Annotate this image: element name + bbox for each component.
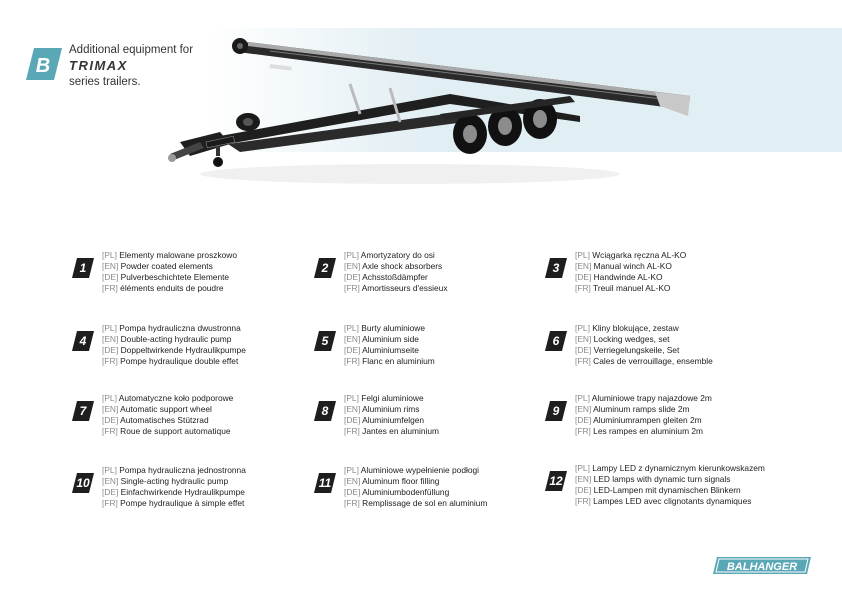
equipment-item	[72, 465, 312, 513]
item-lines: [PL] Elementy malowane proszkowo [EN] Powder coated elements [DE] Pulverbeschichtete Elemente [FR] éléments enduits de poudre	[102, 250, 238, 293]
equipment-item	[314, 393, 554, 441]
item-fr: éléments enduits de poudre	[120, 283, 224, 293]
item-fr: Remplissage de sol en aluminium	[362, 498, 488, 508]
item-pl: Kliny blokujące, zestaw	[592, 323, 679, 333]
equipment-item	[545, 463, 835, 511]
item-lines: [PL] Aluminiowe wypełnienie podłogi [EN] Aluminum floor filling [DE] Aluminiumbodenfüllung [FR] Remplissage de sol en aluminium	[344, 465, 488, 508]
equipment-item	[72, 323, 312, 371]
item-en: Aluminum floor filling	[362, 476, 440, 486]
item-pl: Amortyzatory do osi	[360, 250, 435, 260]
logo-letter: B	[35, 55, 51, 77]
item-lines: [PL] Amortyzatory do osi [EN] Axle shock absorbers [DE] Achsstoßdämpfer [FR] Amortisseurs d'essieux	[344, 250, 448, 293]
item-fr: Roue de support automatique	[120, 426, 231, 436]
item-de: Aluminiumseite	[362, 345, 419, 355]
number-badge: 1	[72, 258, 94, 278]
item-de: Doppeltwirkende Hydraulikpumpe	[120, 345, 246, 355]
item-pl: Aluminiowe wypełnienie podłogi	[360, 465, 480, 475]
item-en: Aluminium side	[362, 334, 419, 344]
item-de: Achsstoßdämpfer	[362, 272, 428, 282]
item-de: LED-Lampen mit dynamischen Blinkern	[593, 485, 741, 495]
equipment-item	[314, 250, 554, 298]
item-lines: [PL] Felgi aluminiowe [EN] Aluminium rims [DE] Aluminiumfelgen [FR] Jantes en aluminium	[344, 393, 439, 436]
item-en: Manual winch AL-KO	[593, 261, 672, 271]
item-de: Verriegelungskeile, Set	[593, 345, 680, 355]
item-fr: Cales de verrouillage, ensemble	[593, 356, 713, 366]
item-de: Einfachwirkende Hydraulikpumpe	[120, 487, 245, 497]
item-pl: Elementy malowane proszkowo	[119, 250, 238, 260]
number-badge: 11	[314, 473, 336, 493]
number-badge: 3	[545, 258, 567, 278]
item-pl: Felgi aluminiowe	[361, 393, 424, 403]
balhanger-logo	[713, 557, 811, 574]
item-en: Axle shock absorbers	[362, 261, 443, 271]
equipment-item	[72, 250, 312, 298]
equipment-item	[545, 250, 785, 298]
equipment-item	[314, 465, 554, 513]
item-lines: [PL] Automatyczne koło podporowe [EN] Automatic support wheel [DE] Automatisches Stützrad [FR] Roue de support automatique	[102, 393, 234, 436]
item-lines: [PL] Burty aluminiowe [EN] Aluminium side [DE] Aluminiumseite [FR] Flanc en aluminium	[344, 323, 435, 366]
intro-line3: series trailers.	[69, 76, 141, 88]
item-fr: Jantes en aluminium	[362, 426, 439, 436]
number-badge: 8	[314, 401, 336, 421]
item-de: Pulverbeschichtete Elemente	[120, 272, 230, 282]
equipment-item	[314, 323, 554, 371]
footer-brand: BALHANGER	[726, 561, 798, 573]
number-badge: 6	[545, 331, 567, 351]
item-de: Aluminiumrampen gleiten 2m	[593, 415, 702, 425]
item-fr: Amortisseurs d'essieux	[361, 283, 448, 293]
item-de: Automatisches Stützrad	[120, 415, 209, 425]
item-lines: [PL] Wciągarka ręczna AL-KO [EN] Manual winch AL-KO [DE] Handwinde AL-KO [FR] Treuil manuel AL-KO	[575, 250, 687, 293]
item-pl: Automatyczne koło podporowe	[118, 393, 234, 403]
item-en: Aluminium rims	[362, 404, 420, 414]
item-lines: [PL] Kliny blokujące, zestaw [EN] Locking wedges, set [DE] Verriegelungskeile, Set [FR] Cales de verrouillage, ensemble	[575, 323, 713, 366]
intro-line1: Additional equipment for	[69, 44, 194, 56]
equipment-item	[545, 323, 785, 371]
item-en: Aluminum ramps slide 2m	[593, 404, 690, 414]
item-de: Handwinde AL-KO	[593, 272, 663, 282]
item-lines: [PL] Pompa hydrauliczna jednostronna [EN] Single-acting hydraulic pump [DE] Einfachwirkende Hydraulikpumpe [FR] Pompe hydraulique à simple effet	[102, 465, 246, 508]
item-pl: Burty aluminiowe	[361, 323, 426, 333]
item-en: Single-acting hydraulic pump	[120, 476, 229, 486]
item-fr: Pompe hydraulique double effet	[120, 356, 239, 366]
item-lines: [PL] Pompa hydrauliczna dwustronna [EN] Double-acting hydraulic pump [DE] Doppeltwirkende Hydraulikpumpe [FR] Pompe hydraulique double effet	[102, 323, 246, 366]
number-badge: 9	[545, 401, 567, 421]
item-pl: Wciągarka ręczna AL-KO	[592, 250, 687, 260]
item-lines: [PL] Lampy LED z dynamicznym kierunkowskazem [EN] LED lamps with dynamic turn signals [DE] LED-Lampen mit dynamischen Blinkern [FR] Lampes LED avec clignotants dynamiques	[575, 463, 765, 506]
number-badge: 12	[545, 471, 567, 491]
item-pl: Pompa hydrauliczna jednostronna	[119, 465, 246, 475]
item-fr: Flanc en aluminium	[362, 356, 435, 366]
number-badge: 7	[72, 401, 94, 421]
item-en: Double-acting hydraulic pump	[120, 334, 232, 344]
item-de: Aluminiumfelgen	[362, 415, 425, 425]
item-pl: Pompa hydrauliczna dwustronna	[119, 323, 241, 333]
item-pl: Aluminiowe trapy najazdowe 2m	[591, 393, 712, 403]
item-en: Powder coated elements	[120, 261, 213, 271]
equipment-item	[72, 393, 312, 441]
item-en: Automatic support wheel	[120, 404, 212, 414]
number-badge: 10	[72, 473, 94, 493]
item-de: Aluminiumbodenfüllung	[362, 487, 450, 497]
item-fr: Lampes LED avec clignotants dynamiques	[593, 496, 752, 506]
item-fr: Les rampes en aluminium 2m	[593, 426, 704, 436]
series-name: TRIMAX	[69, 58, 128, 73]
item-fr: Pompe hydraulique à simple effet	[120, 498, 245, 508]
equipment-item	[545, 393, 785, 441]
number-badge: 2	[314, 258, 336, 278]
item-en: Locking wedges, set	[593, 334, 670, 344]
item-lines: [PL] Aluminiowe trapy najazdowe 2m [EN] Aluminum ramps slide 2m [DE] Aluminiumrampen gleiten 2m [FR] Les rampes en aluminium 2m	[575, 393, 712, 436]
number-badge: 4	[72, 331, 94, 351]
item-en: LED lamps with dynamic turn signals	[593, 474, 731, 484]
item-pl: Lampy LED z dynamicznym kierunkowskazem	[592, 463, 765, 473]
item-fr: Treuil manuel AL-KO	[593, 283, 671, 293]
number-badge: 5	[314, 331, 336, 351]
